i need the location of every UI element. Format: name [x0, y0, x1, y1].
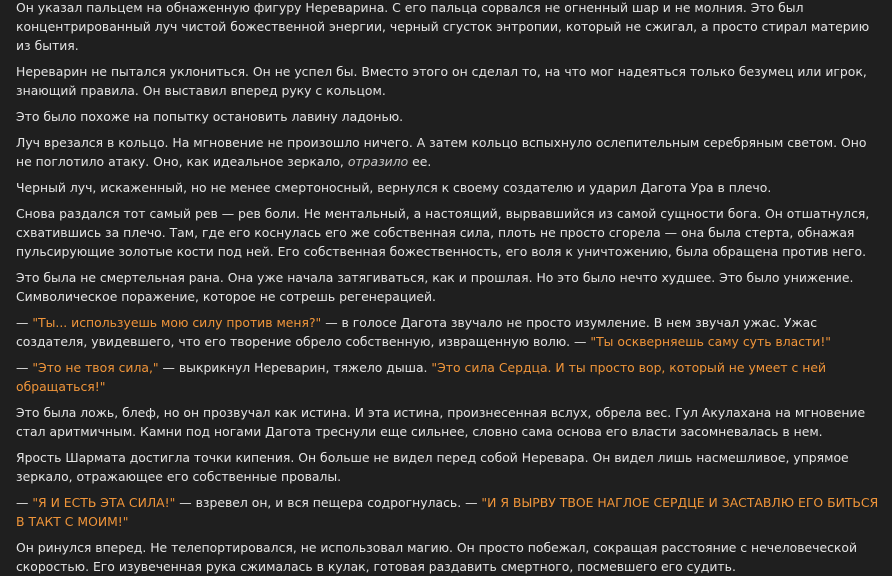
paragraph — [16, 62, 880, 100]
narration-text: Это была не смертельная рана. Она уже начала затягиваться, как и прошлая. Но это было нечто худшее. Это было унижение. Символическое поражение, которое не сотрешь регенерацией. — [16, 270, 854, 304]
narration-text: — в голосе Дагота звучало не просто изумление. В нем звучал ужас. Ужас создателя, увидевшего, что его творение обрело собственную, извращенную волю. — — [16, 315, 818, 349]
dialogue-text: "И Я ВЫРВУ ТВОЕ НАГЛОЕ СЕРДЦЕ И ЗАСТАВЛЮ ЕГО БИТЬСЯ В ТАКТ С МОИМ!" — [16, 495, 879, 529]
paragraph — [16, 0, 880, 55]
narration-text: Он ринулся вперед. Не телепортировался, не использовал магию. Он просто побежал, сокращая расстояние с нечеловеческой скоростью. Его изувеченная рука сжималась в кулак, готовая раздавить смертного, посмевшего его судить. — [16, 540, 858, 574]
paragraph — [16, 403, 880, 441]
narration-text: — выкрикнул Нереварин, тяжело дыша. — [158, 360, 432, 375]
paragraph — [16, 538, 880, 576]
narration-text: Это была ложь, блеф, но он прозвучал как истина. И эта истина, произнесенная вслух, обрела вес. Гул Акулахана на мгновение стал аритмичным. Камни под ногами Дагота треснули еще сильнее, словно сама основа его власти засомневалась в нем. — [16, 405, 866, 439]
emphasis-text: отразило — [347, 154, 409, 169]
paragraph — [16, 204, 880, 261]
paragraph — [16, 178, 880, 197]
dialogue-text: "Это не твоя сила," — [32, 360, 159, 375]
paragraph — [16, 133, 880, 171]
narration-text: Ярость Шармата достигла точки кипения. Он больше не видел перед собой Неревара. Он видел лишь насмешливое, упрямое зеркало, отражающее его собственные провалы. — [16, 450, 849, 484]
paragraph — [16, 448, 880, 486]
narration-text: Луч врезался в кольцо. На мгновение не произошло ничего. А затем кольцо вспыхнуло ослепительным серебряным светом. Оно не поглотило атаку. Оно, как идеальное зеркало, — [16, 135, 867, 169]
narration-text: Нереварин не пытался уклониться. Он не успел бы. Вместо этого он сделал то, на что мог надеяться только безумец или игрок, знающий правила. Он выставил вперед руку с кольцом. — [16, 64, 867, 98]
paragraph — [16, 493, 880, 531]
narration-text: — — [16, 360, 33, 375]
paragraph — [16, 268, 880, 306]
dialogue-text: "Ты оскверняешь саму суть власти!" — [590, 334, 831, 349]
narration-text: — — [16, 495, 33, 510]
paragraph — [16, 313, 880, 351]
dialogue-text: "Это сила Сердца. И ты просто вор, который не умеет с ней обращаться!" — [16, 360, 827, 394]
narration-text: Он указал пальцем на обнаженную фигуру Нереварина. С его пальца сорвался не огненный шар и не молния. Это был концентрированный луч чистой божественной энергии, черный сгусток энтропии, который не сжигал, а просто стирал материю из бытия. — [16, 0, 870, 53]
dialogue-text: "Я И ЕСТЬ ЭТА СИЛА!" — [32, 495, 176, 510]
narration-text: ее. — [408, 154, 432, 169]
narration-text: — взревел он, и вся пещера содрогнулась. — — [175, 495, 482, 510]
narration-text: Снова раздался тот самый рев — рев боли. Не ментальный, а настоящий, вырвавшийся из самой сущности бога. Он отшатнулся, схватившись за плечо. Там, где его коснулась его же собственная сила, плоть не просто сгорела — она была стерта, обнажая пульсирующие золотые кости под ней. Его собственная божественность, его воля к уничтожению, была обращена против него. — [16, 206, 870, 259]
paragraph — [16, 358, 880, 396]
narration-text: Черный луч, искаженный, но не менее смертоносный, вернулся к своему создателю и ударил Дагота Ура в плечо. — [16, 180, 772, 195]
narration-text: — — [16, 315, 33, 330]
paragraph — [16, 107, 880, 126]
dialogue-text: "Ты... используешь мою силу против меня?" — [32, 315, 322, 330]
narration-text: Это было похоже на попытку остановить лавину ладонью. — [16, 109, 404, 124]
